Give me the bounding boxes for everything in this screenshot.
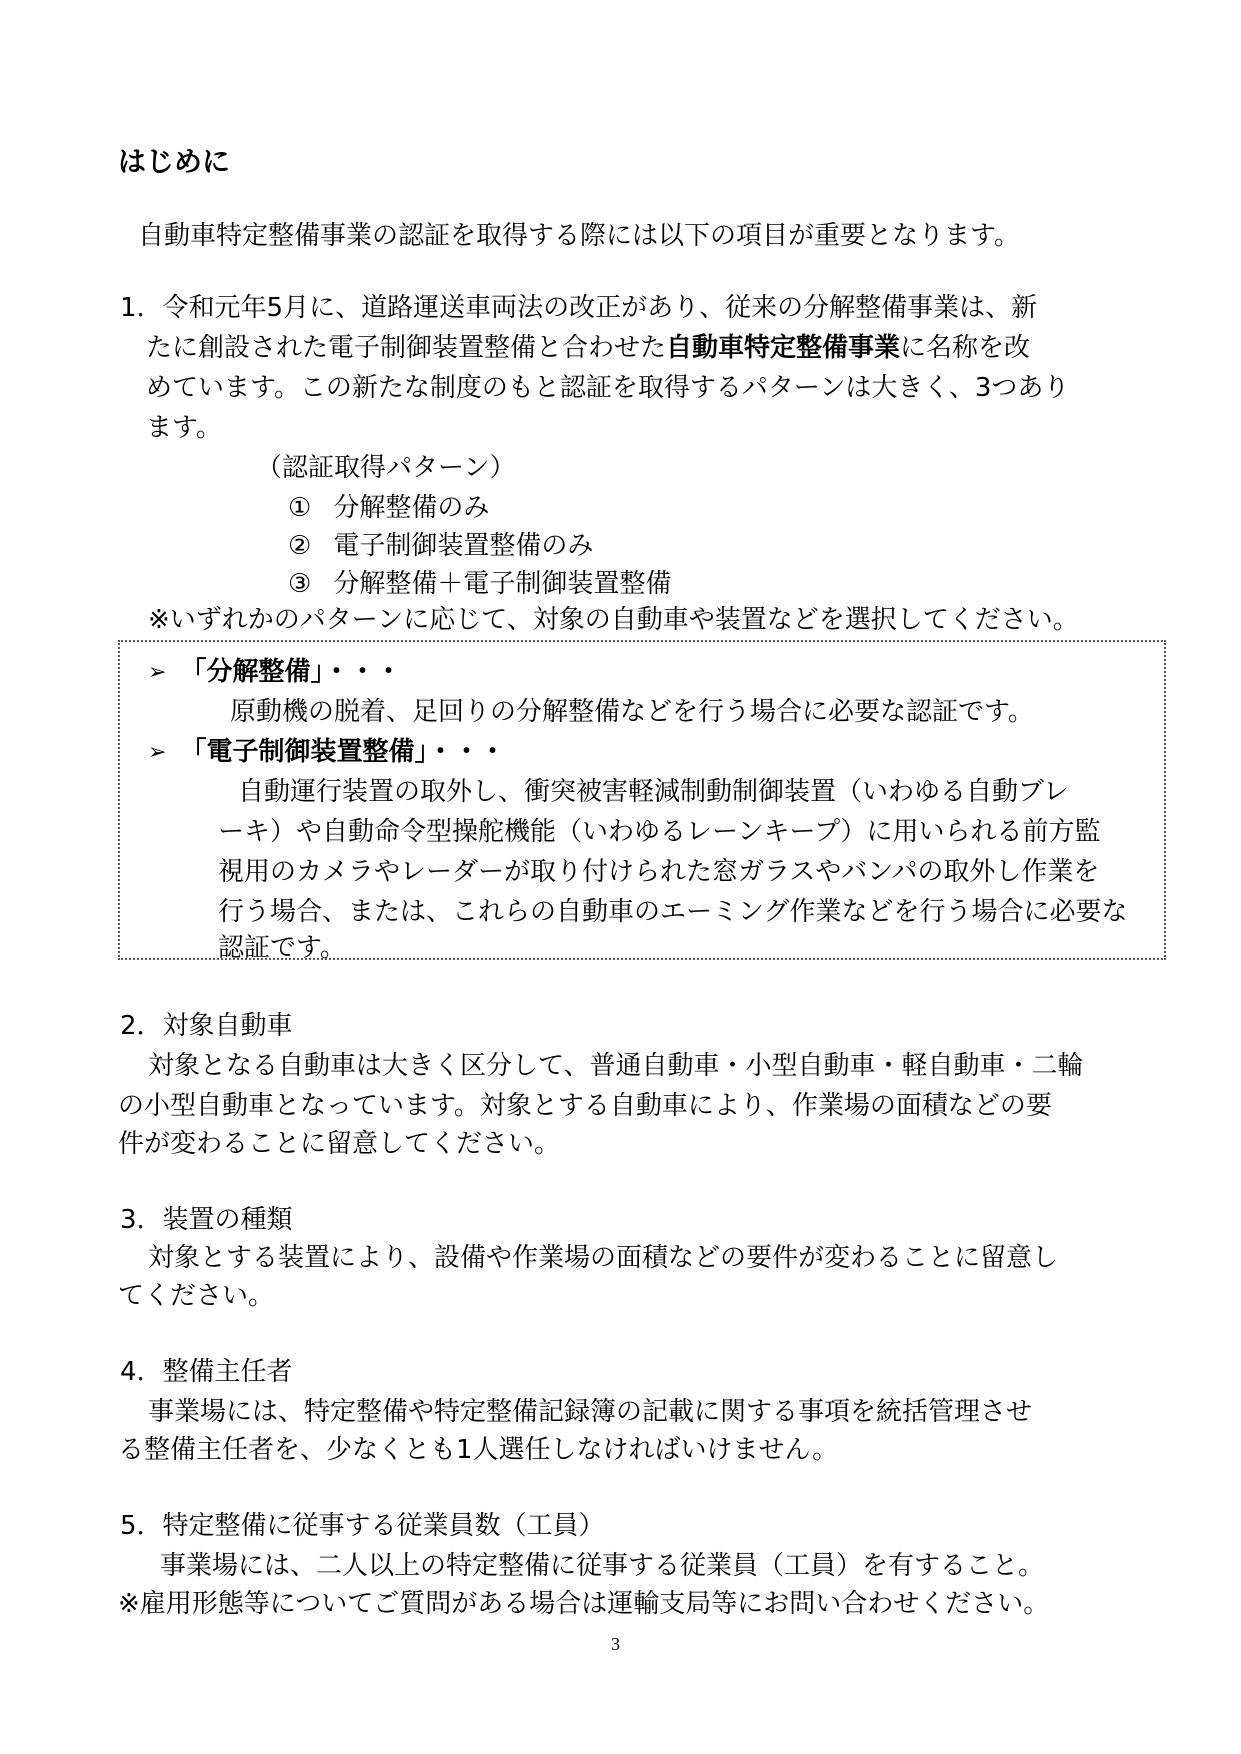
pattern-number: ① — [288, 493, 312, 523]
box-item2-line: 行う場合、または、これらの自動車のエーミング作業などを行う場合に必要な — [218, 897, 1128, 927]
pattern-note: ※いずれかのパターンに応じて、対象の自動車や装置などを選択してください。 — [148, 605, 1079, 635]
section3-title: 3．装置の種類 — [120, 1205, 293, 1235]
pattern-label: 電子制御装置整備のみ — [333, 531, 594, 561]
intro-text: 自動車特定整備事業の認証を取得する際には以下の項目が重要となります。 — [138, 221, 1020, 251]
pattern-title: （認証取得パターン） — [256, 453, 516, 483]
pattern-number: ③ — [288, 569, 312, 599]
section4-title: 4．整備主任者 — [120, 1357, 293, 1387]
box-item1-desc: 原動機の脱着、足回りの分解整備などを行う場合に必要な認証です。 — [230, 697, 1034, 727]
box-item1-title-text: 「分解整備」・・・ — [180, 657, 402, 687]
section3-line: てください。 — [118, 1281, 275, 1311]
section1-line3: めています。この新たな制度のもと認証を取得するパターンは大きく、3つあり — [146, 373, 1070, 403]
pattern-label: 分解整備のみ — [333, 493, 490, 523]
box-item2-title-text: 「電子制御装置整備」・・・ — [180, 737, 506, 767]
pattern-item-2 — [288, 526, 593, 566]
arrow-bullet-icon: ➢ — [148, 740, 167, 765]
section1-line1: 1．令和元年5月に、道路運送車両法の改正があり、従来の分解整備事業は、新 — [120, 293, 1038, 323]
section2-line: 対象となる自動車は大きく区分して、普通自動車・小型自動車・軽自動車・二輪 — [148, 1051, 1084, 1081]
section5-title: 5．特定整備に従事する従業員数（工員） — [120, 1511, 605, 1541]
box-item1-title — [148, 652, 401, 693]
section1-line2-post: に名称を改 — [900, 333, 1031, 363]
section1-line2-pre: たに創設された電子制御装置整備と合わせた — [146, 333, 667, 363]
pattern-item-3 — [288, 564, 671, 604]
section2-title: 2．対象自動車 — [120, 1011, 293, 1041]
page-heading: はじめに — [118, 145, 231, 178]
section1-line4: ます。 — [146, 413, 222, 443]
section5-line: ※雇用形態等についてご質問がある場合は運輸支局等にお問い合わせください。 — [118, 1589, 1050, 1619]
section2-line: の小型自動車となっています。対象とする自動車により、作業場の面積などの要 — [118, 1091, 1052, 1121]
section1-line2 — [146, 328, 1030, 368]
box-item2-line: ーキ）や自動命令型操舵機能（いわゆるレーンキープ）に用いられる前方監 — [218, 817, 1101, 847]
pattern-number: ② — [288, 531, 312, 561]
pattern-item-1 — [288, 488, 489, 528]
box-item2-line: 自動運行装置の取外し、衝突被害軽減制動制御装置（いわゆる自動ブレ — [238, 777, 1069, 807]
page-number: 3 — [611, 1634, 620, 1654]
section3-line: 対象とする装置により、設備や作業場の面積などの要件が変わることに留意し — [148, 1243, 1059, 1273]
section4-line: る整備主任者を、少なくとも1人選任しなければいけません。 — [118, 1435, 839, 1465]
arrow-bullet-icon: ➢ — [148, 660, 167, 685]
box-item2-line: 視用のカメラやレーダーが取り付けられた窓ガラスやバンパの取外し作業を — [218, 857, 1100, 887]
pattern-label: 分解整備＋電子制御装置整備 — [333, 569, 672, 599]
section4-line: 事業場には、特定整備や特定整備記録簿の記載に関する事項を統括管理させ — [148, 1397, 1033, 1427]
section5-line: 事業場には、二人以上の特定整備に従事する従業員（工員）を有すること。 — [160, 1551, 1045, 1581]
section1-line2-bold: 自動車特定整備事業 — [666, 333, 901, 363]
box-item2-title — [148, 732, 505, 773]
section2-line: 件が変わることに留意してください。 — [118, 1129, 561, 1159]
box-item2-line: 認証です。 — [218, 933, 346, 963]
